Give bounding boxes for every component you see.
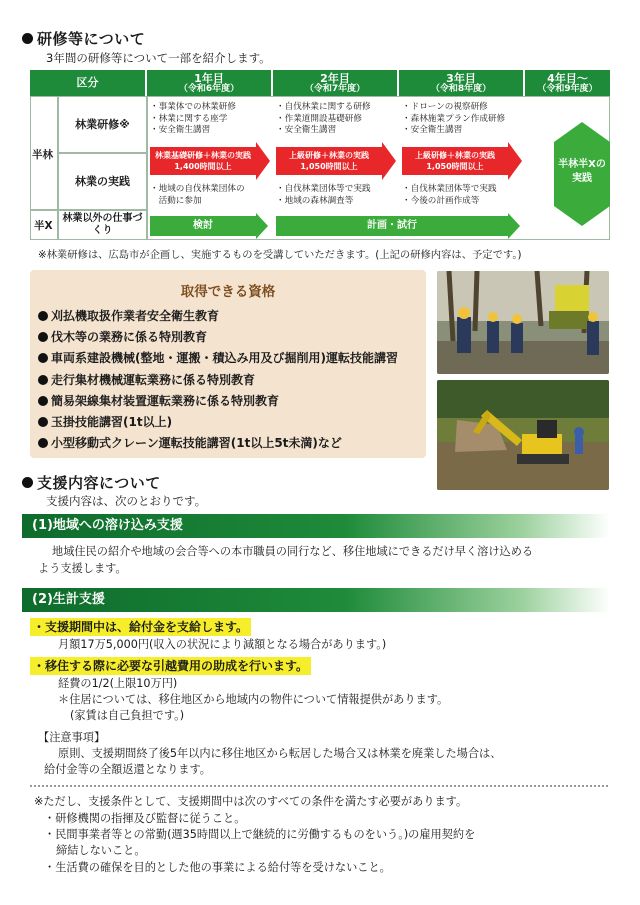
row-label-kenshu: 林業研修※ [75, 117, 130, 131]
conditions-intro: ※ただし、支援条件として、支援期間中は次のすべての条件を満たす必要があります。 [34, 795, 468, 808]
y1-kenshu-list: ・事業体での林業研修 ・林業に関する座学 ・安全衛生講習 [150, 102, 236, 135]
y1-jissen-list: ・地域の自伐林業団体の 活動に参加 [150, 184, 245, 206]
section-1-title: (1)地域への溶け込み支援 [22, 514, 610, 538]
moving-text-3: (家賃は自己負担です。) [70, 709, 185, 722]
row-label-jissen: 林業の実践 [75, 174, 130, 188]
qualification-item: 玉掛技能講習(1t以上) [38, 412, 398, 433]
header-year2: 2年目 （令和7年度） [273, 70, 397, 96]
section-1-text-line2: よう支援します。 [38, 562, 127, 575]
highlight-moving: ・移住する際に必要な引越費用の助成を行います。 [30, 657, 311, 675]
y23-other-arrow: 計画・試行 [276, 216, 508, 236]
qualifications-title: 取得できる資格 [180, 284, 276, 300]
row-label-other: 林業以外の仕事づくり [62, 213, 143, 236]
y4-final-arrow: 半林半Xの 実践 [554, 142, 610, 206]
section-1-text-line1: 地域住民の紹介や地域の会合等への本市職員の同行など、移住地域にできるだけ早く溶け込める [52, 545, 534, 558]
training-heading: 研修等について [22, 28, 145, 49]
support-heading: 支援内容について [22, 472, 161, 493]
header-year3: 3年目 （令和8年度） [399, 70, 523, 96]
training-note: ※林業研修は、広島市が企画し、実施するものを受講していただきます。(上記の研修内容は、予定です。) [38, 249, 522, 261]
qualification-item: 小型移動式クレーン運転技能講習(1t以上5t未満)など [38, 433, 398, 454]
condition-3: ・生活費の確保を目的とした他の事業による給付等を受けないこと。 [44, 861, 391, 874]
moving-text-1: 経費の1/2(上限10万円) [58, 677, 178, 690]
qualification-item: 刈払機取扱作業者安全衛生教育 [38, 306, 398, 327]
allowance-text: 月額17万5,000円(収入の状況により減額となる場合があります。) [58, 638, 387, 651]
side-label-hanrin: 半林 [32, 149, 53, 161]
qualification-item: 車両系建設機械(整地・運搬・積込み用及び掘削用)運転技能講習 [38, 348, 398, 369]
y2-jissen-list: ・自伐林業団体等で実践 ・地域の森林調査等 [276, 184, 371, 206]
caution-title: 【注意事項】 [38, 731, 106, 744]
y3-arrow: 上級研修＋林業の実践 1,050時間以上 [402, 147, 508, 175]
support-intro: 支援内容は、次のとおりです。 [46, 494, 207, 508]
forestry-workers-photo [437, 271, 609, 374]
training-table [30, 70, 610, 240]
caution-text-2: 給付金等の全額返還となります。 [44, 763, 211, 776]
header-year4: 4年目～ （令和9年度） [525, 70, 610, 96]
caution-text-1: 原則、支援期間終了後5年以内に移住地区から転居した場合又は林業を廃業した場合は、 [58, 747, 502, 760]
qualification-item: 走行集材機械運転業務に係る特別教育 [38, 370, 398, 391]
condition-2b: 締結しないこと。 [56, 844, 146, 857]
qualification-item: 伐木等の業務に係る特別教育 [38, 327, 398, 348]
header-year1: 1年目 （令和6年度） [147, 70, 271, 96]
y3-jissen-list: ・自伐林業団体等で実践 ・今後の計画作成等 [402, 184, 497, 206]
divider [30, 785, 608, 787]
qualification-item: 簡易架線集材装置運転業務に係る特別教育 [38, 391, 398, 412]
training-intro: 3年間の研修等について一部を紹介します。 [46, 51, 271, 65]
side-label-hanx: 半X [34, 220, 53, 232]
y2-kenshu-list: ・自伐林業に関する研修 ・作業道開設基礎研修 ・安全衛生講習 [276, 102, 371, 135]
y3-kenshu-list: ・ドローンの視察研修 ・森林施業プラン作成研修 ・安全衛生講習 [402, 102, 506, 135]
header-kubun: 区分 [30, 70, 145, 96]
y1-arrow: 林業基礎研修＋林業の実践 1,400時間以上 [150, 147, 256, 175]
condition-1: ・研修機関の指揮及び監督に従うこと。 [44, 812, 246, 825]
moving-text-2: ＊住居については、移住地区から地域内の物件について情報提供があります。 [58, 693, 449, 706]
y1-other-arrow: 検討 [150, 216, 256, 236]
excavator-photo [437, 380, 609, 490]
qualifications-box [30, 270, 426, 458]
y2-arrow: 上級研修＋林業の実践 1,050時間以上 [276, 147, 382, 175]
section-2-title: (2)生計支援 [22, 588, 610, 612]
condition-2a: ・民間事業者等との常勤(週35時間以上で継続的に労働するものをいう。)の雇用契約を [44, 828, 476, 841]
highlight-allowance: ・支援期間中は、給付金を支給します。 [30, 618, 251, 636]
